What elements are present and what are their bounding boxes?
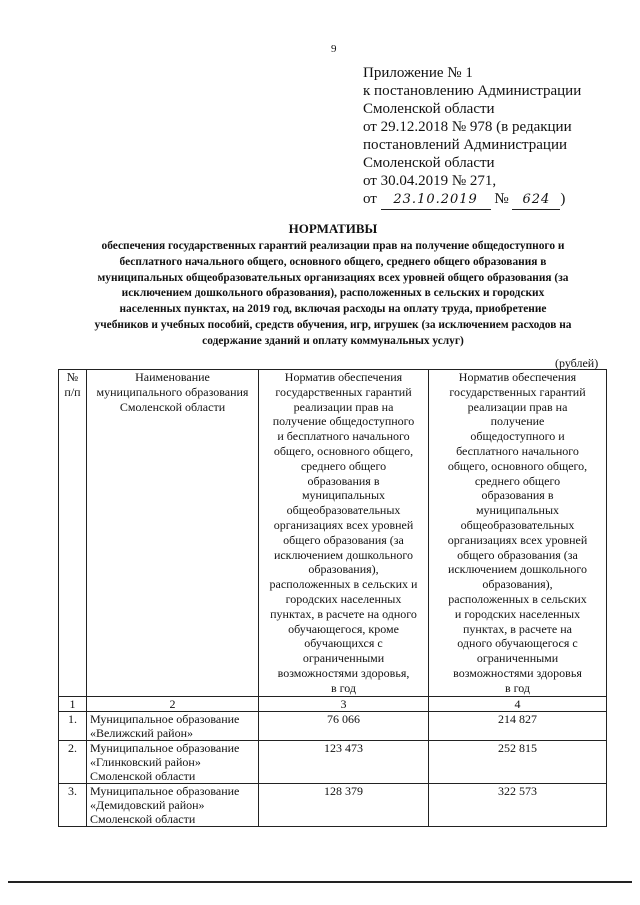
municipality-name-line: «Глинковский район» xyxy=(90,754,201,769)
header-line: организациях всех уровней xyxy=(273,517,414,532)
header-line: среднего общего xyxy=(300,458,387,473)
header-line: общедоступного и xyxy=(470,429,565,444)
header-municipality xyxy=(87,370,259,697)
header-line: общеобразовательных xyxy=(286,503,401,518)
table-header-row xyxy=(59,370,607,697)
column-number: 4 xyxy=(429,696,607,711)
appendix-line: Приложение № 1 xyxy=(363,65,473,81)
header-line: пунктах, в расчете на xyxy=(463,621,572,636)
row-number: 2. xyxy=(59,740,87,783)
document-title: НОРМАТИВЫ xyxy=(288,221,378,236)
header-line: пунктах, в расчете на одного xyxy=(270,606,417,621)
document-heading xyxy=(55,220,611,350)
table-row xyxy=(59,783,607,826)
header-line: реализации прав на xyxy=(293,399,394,414)
header-line: получение общедоступного xyxy=(272,414,415,429)
header-line: возможностями здоровья xyxy=(453,665,582,680)
column-number: 1 xyxy=(59,696,87,711)
appendix-line: Смоленской области xyxy=(363,155,495,171)
appendix-close-paren: ) xyxy=(560,191,566,207)
municipality-name xyxy=(87,711,259,740)
subtitle-line: содержание зданий и оплату коммунальных услуг) xyxy=(202,334,464,347)
header-line: реализации прав на xyxy=(467,399,568,414)
column-number: 2 xyxy=(87,696,259,711)
table-row xyxy=(59,711,607,740)
header-line: п/п xyxy=(64,384,81,399)
page-bottom-line xyxy=(8,881,632,883)
row-number: 1. xyxy=(59,711,87,740)
normatives-table xyxy=(58,369,607,827)
header-line: и городских населенных xyxy=(454,606,581,621)
header-line: бесплатного начального xyxy=(456,443,579,458)
header-line: исключением дошкольного xyxy=(273,547,414,562)
header-line: общего образования (за xyxy=(283,532,404,547)
header-line: общего, основного общего, xyxy=(273,443,414,458)
header-line: расположенных в сельских и xyxy=(269,577,418,592)
municipality-name-line: «Демидовский район» xyxy=(90,797,205,812)
appendix-line: к постановлению Администрации xyxy=(363,83,582,99)
subtitle-line: муниципальных общеобразовательных организациях всех уровней общего образования (за xyxy=(97,271,569,284)
header-line: организациях всех уровней xyxy=(447,532,588,547)
units-label: (рублей) xyxy=(555,356,599,370)
row-number: 3. xyxy=(59,783,87,826)
header-line: исключением дошкольного xyxy=(447,562,588,577)
header-line: образования в xyxy=(307,473,380,488)
header-line: государственных гарантий xyxy=(275,384,412,399)
header-line: муниципальных xyxy=(475,503,560,518)
appendix-from-label: от xyxy=(363,191,377,207)
header-line: общего, основного общего, xyxy=(447,458,588,473)
header-line: в год xyxy=(504,680,531,695)
header-line: среднего общего xyxy=(474,473,561,488)
page-number: 9 xyxy=(331,43,337,55)
municipality-name-line: «Велижский район» xyxy=(90,725,193,740)
header-line: одного обучающегося с xyxy=(457,636,578,651)
norm-disabilities-value: 252 815 xyxy=(429,740,607,783)
appendix-block xyxy=(363,64,633,210)
norm-regular-value: 128 379 xyxy=(259,783,429,826)
column-number: 3 xyxy=(259,696,429,711)
column-number-row xyxy=(59,696,607,711)
appendix-line: от 29.12.2018 № 978 (в редакции xyxy=(363,119,572,135)
header-norm-regular xyxy=(259,370,429,697)
header-line: Наименование xyxy=(135,370,210,384)
header-line: ограниченными xyxy=(476,651,559,666)
header-line: Норматив обеспечения xyxy=(284,370,403,384)
subtitle-line: учебников и учебных пособий, средств обучения, игр, игрушек (за исключением расходов на xyxy=(94,318,572,331)
norm-regular-value: 123 473 xyxy=(259,740,429,783)
header-line: муниципальных xyxy=(301,488,386,503)
header-line: возможностями здоровья, xyxy=(277,665,410,680)
norm-disabilities-value: 214 827 xyxy=(429,711,607,740)
municipality-name xyxy=(87,740,259,783)
header-line: обучающегося, кроме xyxy=(288,621,399,636)
header-line: общего образования (за xyxy=(457,547,578,562)
header-line: государственных гарантий xyxy=(449,384,586,399)
municipality-name-line: Смоленской области xyxy=(90,768,196,783)
header-line: и бесплатного начального xyxy=(277,429,410,444)
appendix-line-handwritten xyxy=(363,190,633,210)
header-line: общеобразовательных xyxy=(460,517,575,532)
handwritten-date: 23.10.2019 xyxy=(393,192,478,207)
subtitle-line: обеспечения государственных гарантий реализации прав на получение общедоступного и xyxy=(101,240,565,252)
header-norm-disabilities xyxy=(429,370,607,697)
header-line: городских населенных xyxy=(285,591,402,606)
handwritten-number: 624 xyxy=(522,192,551,207)
appendix-line: постановлений Администрации xyxy=(363,137,568,153)
header-line: получение xyxy=(490,414,545,429)
norm-disabilities-value: 322 573 xyxy=(429,783,607,826)
header-line: образования), xyxy=(308,562,379,577)
appendix-line: от 30.04.2019 № 271, xyxy=(363,173,497,189)
subtitle-line: населенных пунктах, на 2019 год, включая расходы на оплату труда, приобретение xyxy=(119,303,547,316)
header-line: обучающихся с xyxy=(304,636,383,651)
header-number xyxy=(59,370,87,697)
municipality-name-line: Муниципальное образование xyxy=(90,783,240,798)
subtitle-line: бесплатного начального общего, основного общего, среднего общего образования в xyxy=(119,255,547,268)
table-row xyxy=(59,740,607,783)
header-line: муниципального образования xyxy=(96,384,249,399)
header-line: образования), xyxy=(482,577,553,592)
norm-regular-value: 76 066 xyxy=(259,711,429,740)
header-line: расположенных в сельских xyxy=(448,591,587,606)
header-line: образования в xyxy=(481,488,554,503)
header-line: в год xyxy=(330,680,357,695)
appendix-number-label: № xyxy=(494,191,509,207)
appendix-line: Смоленской области xyxy=(363,101,495,117)
municipality-name-line: Смоленской области xyxy=(90,811,196,826)
subtitle-line: исключением дошкольного образования), расположенных в сельских и городских xyxy=(121,287,545,300)
header-line: ограниченными xyxy=(302,651,385,666)
municipality-name-line: Муниципальное образование xyxy=(90,740,240,755)
document-subtitle xyxy=(55,239,611,350)
municipality-name xyxy=(87,783,259,826)
municipality-name-line: Муниципальное образование xyxy=(90,711,240,726)
header-line: № xyxy=(66,370,79,384)
header-line: Норматив обеспечения xyxy=(458,370,577,384)
header-line: Смоленской области xyxy=(119,399,226,414)
